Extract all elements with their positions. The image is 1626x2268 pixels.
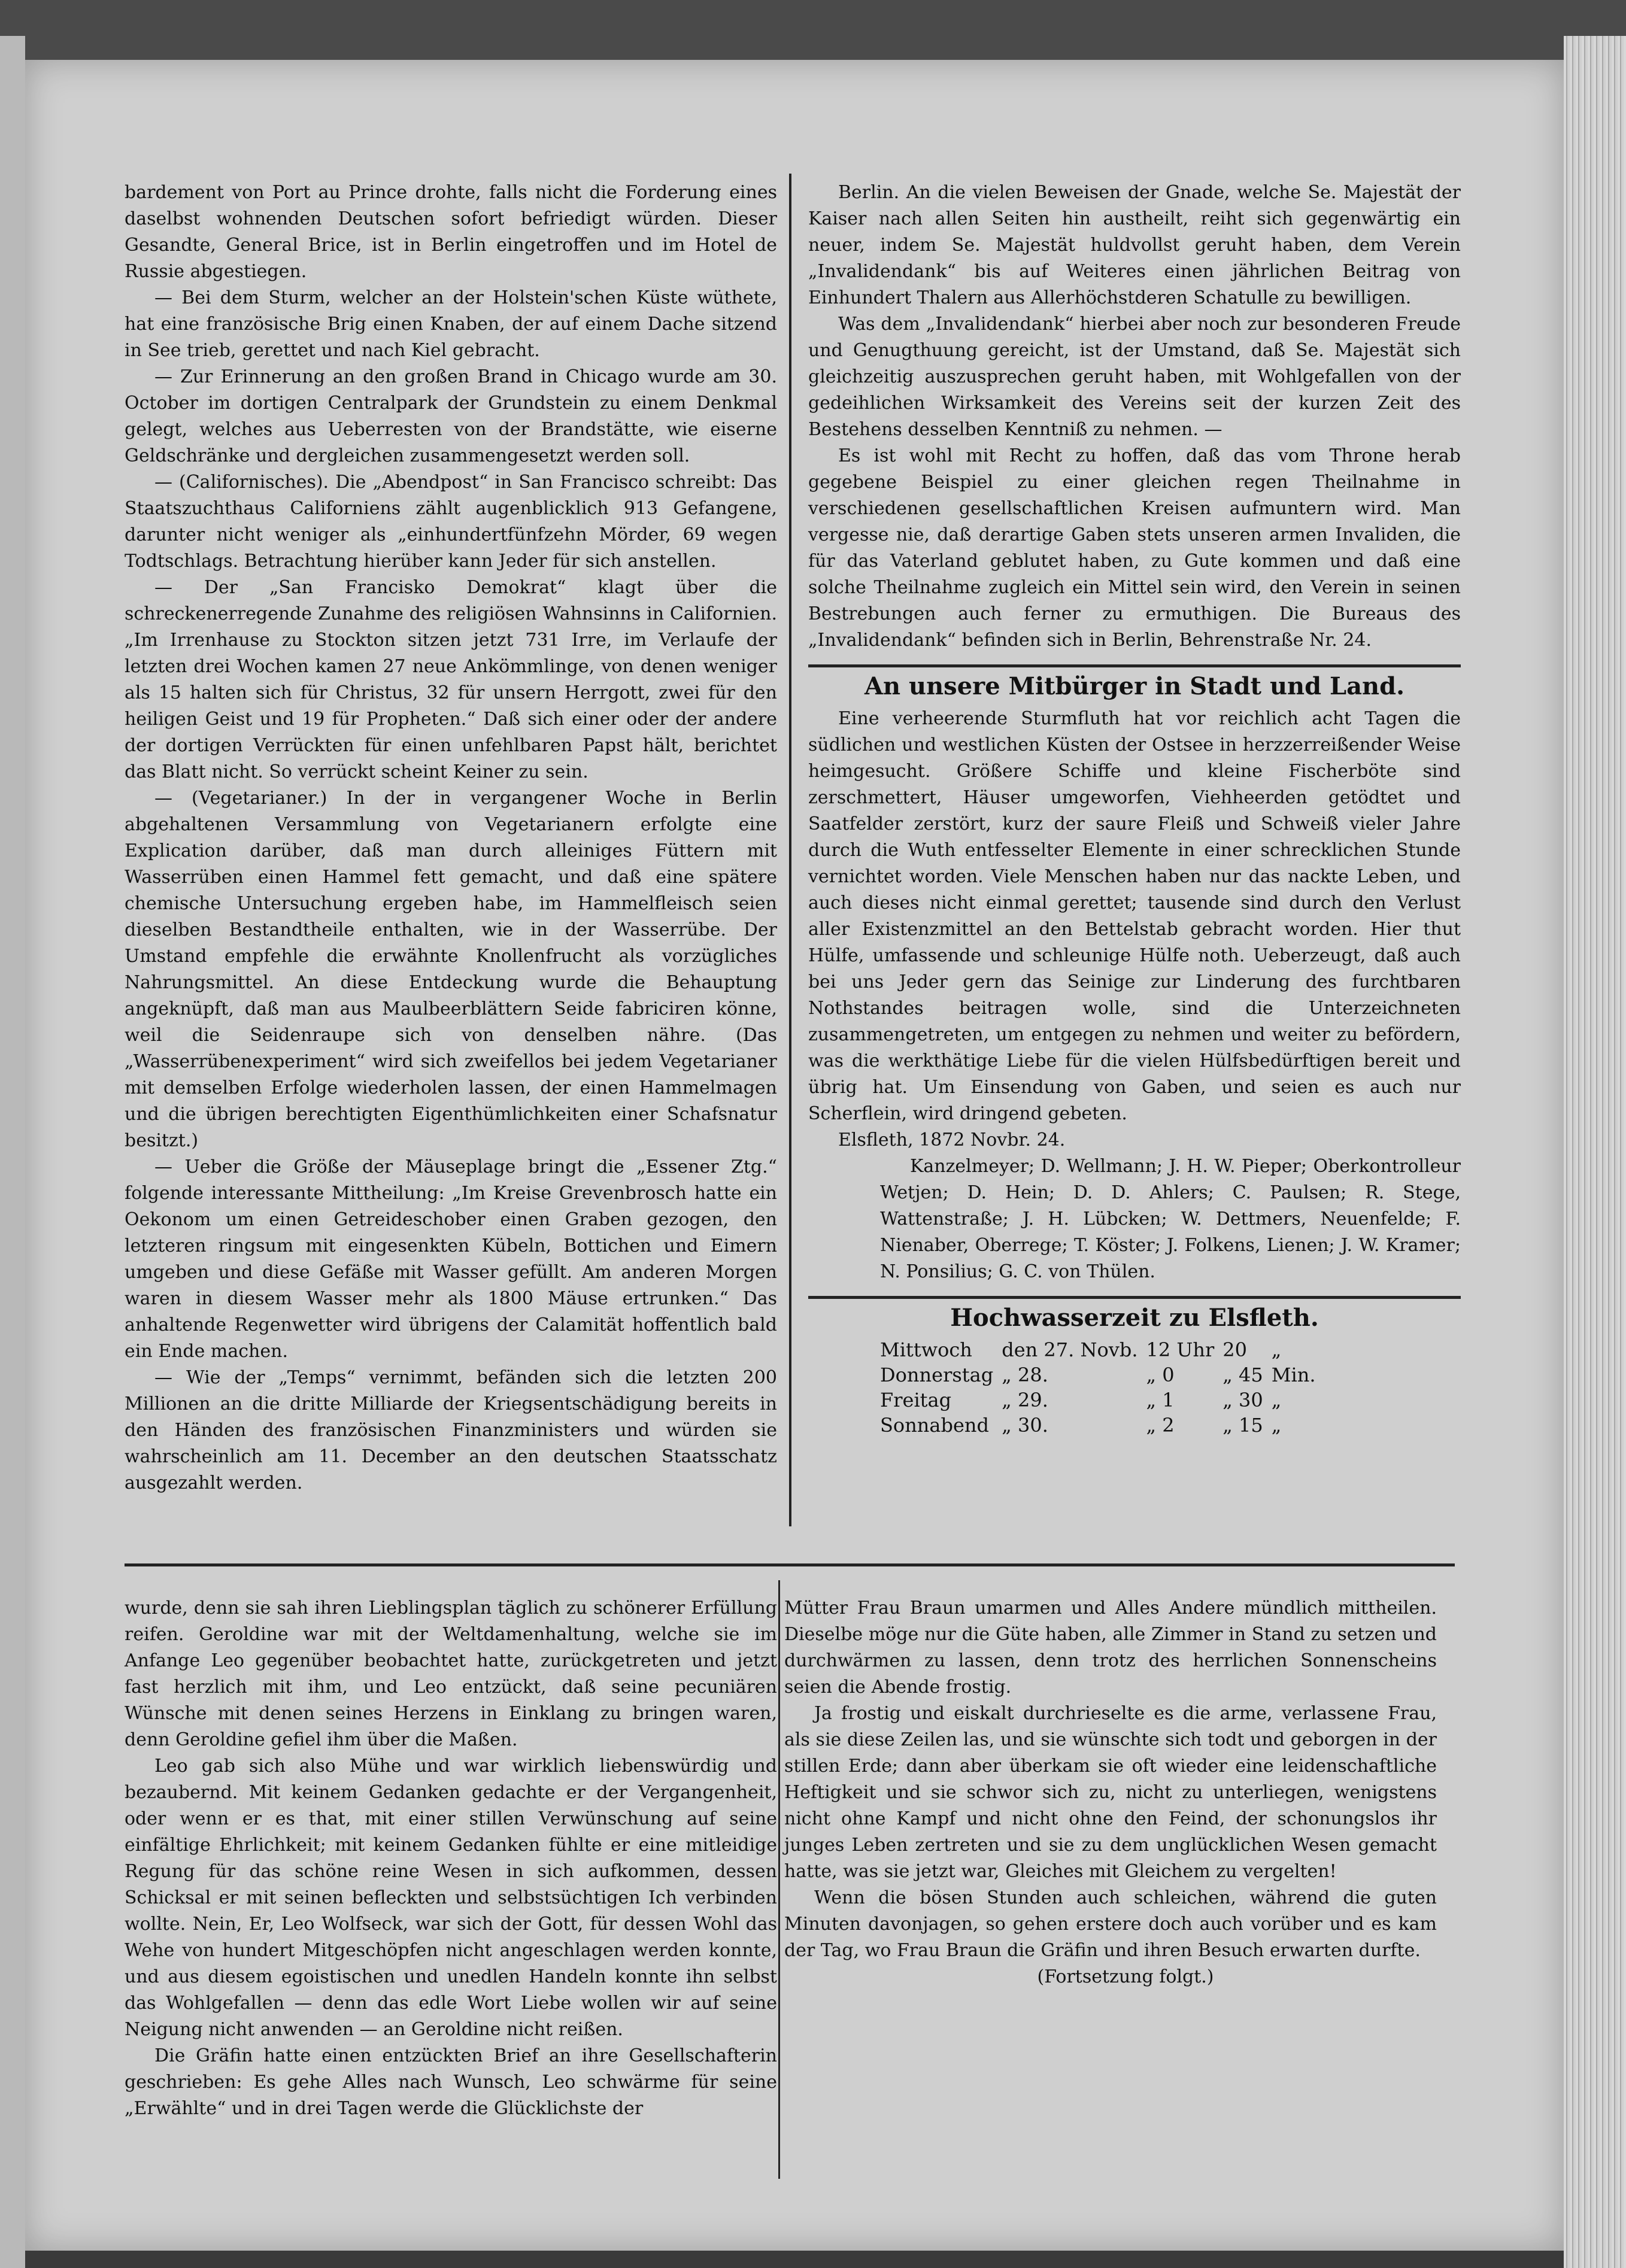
story-paragraph: Ja frostig und eiskalt durchrieselte es die arme, verlassene Frau, als sie diese Zeilen las, und sie wünschte sich todt und geborgen in der stillen Erde; dann aber überkam sie oft wieder eine leidenschaftliche Heftigkeit und sie schwor sich zu, nicht zu unterliegen, wenigstens nicht ohne Kampf und nicht ohne den Feind, der schonungslos ihr junges Leben zertreten und sie zu dem unglücklichen Wesen gemacht hatte, was sie jetzt war, Gleiches mit Gleichem zu vergelten! xyxy=(784,1703,1437,1882)
news-item: — Bei dem Sturm, welcher an der Holstein'schen Küste wüthete, hat eine französische Brig einen Knaben, der auf einem Dache sitzend in See trieb, gerettet und nach Kiel gebracht. xyxy=(125,287,777,361)
news-item: — Der „San Francisko Demokrat“ klagt über die schreckenerregende Zunahme des religiösen Wahnsinns in Californien. „Im Irrenhause zu Stockton sitzen jetzt 731 Irre, im Verlaufe der letzten drei Wochen kamen 27 neue Ankömmlinge, von denen weniger als 15 halten sich für Christus, 32 für unsern Herrgott, zwei für den heiligen Geist und 19 für Propheten.“ Daß sich einer oder der andere der dortigen Verrückten für einen unfehlbaren Papst hält, berichtet das Blatt nicht. So verrückt scheint Keiner zu sein. xyxy=(125,577,777,782)
news-item: — (Californisches). Die „Abendpost“ in San Francisco schreibt: Das Staatszuchthaus Californiens zählt augenblicklich 913 Gefangene, darunter nicht weniger als „einhundertfünfzehn Mörder, 69 wegen Todtschlags. Betrachtung hierüber kann Jeder für sich anstellen. xyxy=(125,472,777,572)
place-date: Elsfleth, 1872 Novbr. 24. xyxy=(838,1130,1066,1150)
tide-row: Sonnabend „ 30. „ 2 „ 15 „ xyxy=(880,1414,1282,1437)
tide-row: Freitag „ 29. „ 1 „ 30 „ xyxy=(880,1389,1282,1411)
news-item: — Ueber die Größe der Mäuseplage bringt die „Essener Ztg.“ folgende interessante Mittheilung: „Im Kreise Grevenbrosch hatte ein Oekonom um einen Getreideschober einen Graben gezogen, den letzteren ringsum mit eingesenkten Kübeln, Bottichen und Eimern umgeben und diese Gefäße mit Wasser gefüllt. Am anderen Morgen waren in diesem Wasser mehr als 1800 Mäuse ertrunken.“ Das anhaltende Regenwetter wird übrigens der Calamität hoffentlich bald ein Ende machen. xyxy=(125,1156,777,1362)
binding-edge xyxy=(0,36,25,2268)
news-column-right xyxy=(808,180,1461,1438)
tide-row: Mittwoch den 27. Novb. 12 Uhr 20 „ xyxy=(880,1338,1282,1361)
feuilleton-divider xyxy=(125,1563,1455,1566)
scan-background-top xyxy=(0,0,1626,60)
berlin-notice: Was dem „Invalidendank“ hierbei aber noch zur besonderen Freude und Genugthuung gereicht, ist der Umstand, daß Se. Majestät sich gleichzeitig auszusprechen geruht haben, mit Wohlgefallen von der gedeihlichen Wirksamkeit des Vereins seit der kurzen Zeit des Bestehens desselben Kenntniß zu nehmen. — xyxy=(808,314,1461,440)
column-divider xyxy=(778,1580,780,2179)
tide-table-title: Hochwasserzeit zu Elsfleth. xyxy=(950,1304,1319,1332)
berlin-notice: Berlin. An die vielen Beweisen der Gnade, welche Se. Majestät der Kaiser nach allen Seiten hin austheilt, reiht sich gegenwärtig ein neuer, indem Se. Majestät huldvollst geruht haben, dem Verein „Invalidendank“ bis auf Weiteres einen jährlichen Beitrag von Einhundert Thalern aus Allerhöchstderen Schatulle zu bewilligen. xyxy=(808,182,1461,308)
appeal-title: An unsere Mitbürger in Stadt und Land. xyxy=(864,672,1405,700)
news-item: — Zur Erinnerung an den großen Brand in Chicago wurde am 30. October im dortigen Centralpark der Grundstein zu einem Denkmal gelegt, welches aus Ueberresten von der Brandstätte, wie eiserne Geldschränke und dergleichen zusammengesetzt werden soll. xyxy=(125,366,777,466)
news-item: bardement von Port au Prince drohte, falls nicht die Forderung eines daselbst wohnenden Deutschen sofort befriedigt würden. Dieser Gesandte, General Brice, ist in Berlin eingetroffen und im Hotel de Russie abgestiegen. xyxy=(125,182,777,282)
news-item: — Wie der „Temps“ vernimmt, befänden sich die letzten 200 Millionen an die dritte Milliarde der Kriegsentschädigung bereits in den Händen des französischen Finanzministers und würden sie wahrscheinlich am 11. December an den deutschen Staatsschatz ausgezahlt werden. xyxy=(125,1367,777,1493)
section-divider xyxy=(808,1296,1461,1299)
story-paragraph: Die Gräfin hatte einen entzückten Brief an ihre Gesellschafterin geschrieben: Es gehe Alles nach Wunsch, Leo schwärme für seine „Erwählte“ und in drei Tagen werde die Glücklichste der xyxy=(125,2045,777,2119)
column-divider xyxy=(789,174,791,1526)
section-divider xyxy=(808,664,1461,667)
berlin-notice: Es ist wohl mit Recht zu hoffen, daß das vom Throne herab gegebene Beispiel zu einer gleichen regen Theilnahme in verschiedenen gesellschaftlichen Kreisen aufmuntern wird. Man vergesse nie, daß derartige Gaben stets unseren armen Invaliden, die für das Vaterland geblutet haben, zu Gute kommen und daß eine solche Theilnahme zugleich ein Mittel sein wird, den Verein in seinen Bestrebungen auch ferner zu ermuthigen. Die Bureaus des „Invalidendank“ befinden sich in Berlin, Behrenstraße Nr. 24. xyxy=(808,445,1461,651)
tide-table xyxy=(880,1337,1324,1438)
story-paragraph: Wenn die bösen Stunden auch schleichen, während die guten Minuten davonjagen, so gehen erstere doch auch vorüber und es kam der Tag, wo Frau Braun die Gräfin und ihren Besuch erwarten durfte. xyxy=(784,1887,1437,1961)
tide-row: Donnerstag „ 28. „ 0 „ 45 Min. xyxy=(880,1364,1316,1386)
continued-note: (Fortsetzung folgt.) xyxy=(1037,1966,1214,1987)
feuilleton-column-left xyxy=(125,1595,777,2122)
news-column-left xyxy=(125,180,777,1496)
story-paragraph: Mütter Frau Braun umarmen und Alles Andere mündlich mittheilen. Dieselbe möge nur die Güte haben, alle Zimmer in Stand zu setzen und durchwärmen zu lassen, denn trotz des herrlichen Sonnenscheins seien die Abende frostig. xyxy=(784,1598,1437,1698)
story-paragraph: wurde, denn sie sah ihren Lieblingsplan täglich zu schönerer Erfüllung reifen. Geroldine war mit der Weltdamenhaltung, welche sie im Anfange Leo gegenüber beobachtet hatte, zurückgetreten und jetzt fast herzlich mit ihm, und Leo entzückt, daß seine pecuniären Wünsche mit denen seines Herzens in Einklang zu bringen waren, denn Geroldine gefiel ihm über die Maßen. xyxy=(125,1598,777,1750)
news-item: — (Vegetarianer.) In der in vergangener Woche in Berlin abgehaltenen Versammlung von Vegetarianern erfolgte eine Explication darüber, daß man durch alleiniges Füttern mit Wasserrüben einen Hammel fett gemacht, und daß eine spätere chemische Untersuchung ergeben habe, im Hammelfleisch seien dieselben Bestandtheile enthalten, wie in der Wasserrübe. Der Umstand empfehle die erwähnte Knollenfrucht als vorzügliches Nahrungsmittel. An diese Entdeckung wurde die Behauptung angeknüpft, daß man aus Maulbeerblättern Seide fabriciren könne, weil die Seidenraupe sich von denselben nähre. (Das „Wasserrübenexperiment“ wird sich zweifellos bei jedem Vegetarianer mit demselben Erfolge wiederholen lassen, der einen Hammelmagen und die übrigen berechtigten Eigenthümlichkeiten einer Schafsnatur besitzt.) xyxy=(125,788,777,1151)
signatories: Kanzelmeyer; D. Wellmann; J. H. W. Pieper; Oberkontrolleur Wetjen; D. Hein; D. D. Ahlers; C. Paulsen; R. Stege, Wattenstraße; J. H. Lübcken; W. Dettmers, Neuenfelde; F. Nienaber, Oberrege; T. Köster; J. Folkens, Lienen; J. W. Kramer; N. Ponsilius; G. C. von Thülen. xyxy=(880,1156,1461,1282)
feuilleton-column-right xyxy=(784,1595,1437,1990)
page-stack-edge xyxy=(1564,36,1626,2268)
appeal-text: Eine verheerende Sturmfluth hat vor reichlich acht Tagen die südlichen und westlichen Küsten der Ostsee in herzzerreißender Weise heimgesucht. Größere Schiffe und kleine Fischerböte sind zerschmettert, Häuser umgeworfen, Viehheerden getödtet und Saatfelder zerstört, kurz der saure Fleiß und Schweiß vieler Jahre durch die Wuth entfesselter Elemente in einer schrecklichen Stunde vernichtet worden. Viele Menschen haben nur das nackte Leben, und auch dieses nicht einmal gerettet; tausende sind durch den Verlust aller Existenzmittel an den Bettelstab gebracht worden. Hier thut Hülfe, umfassende und schleunige Hülfe noth. Ueberzeugt, daß auch bei uns Jeder gern das Seinige zur Linderung des furchtbaren Nothstandes beitragen wolle, sind die Unterzeichneten zusammengetreten, um entgegen zu nehmen und weiter zu befördern, was die werkthätige Liebe für die vielen Hülfsbedürftigen bereit und übrig hat. Um Einsendung von Gaben, und seien es auch nur Scherflein, wird dringend gebeten. xyxy=(808,708,1461,1124)
story-paragraph: Leo gab sich also Mühe und war wirklich liebenswürdig und bezaubernd. Mit keinem Gedanken gedachte er der Vergangenheit, oder wenn er es that, mit einer stillen Verwünschung auf seine einfältige Ehrlichkeit; mit keinem Gedanken fühlte er eine mitleidige Regung für das schöne reine Wesen in sich aufkommen, dessen Schicksal er mit seinen befleckten und selbstsüchtigen Ich verbinden wollte. Nein, Er, Leo Wolfseck, war sich der Gott, für dessen Wohl das Wehe von hundert Mitgeschöpfen nicht angeschlagen werden konnte, und aus diesem egoistischen und unedlen Handeln konnte ihn selbst das Wohlgefallen — denn das edle Wort Liebe wollen wir auf seine Neigung nicht anwenden — an Geroldine nicht reißen. xyxy=(125,1756,777,2040)
